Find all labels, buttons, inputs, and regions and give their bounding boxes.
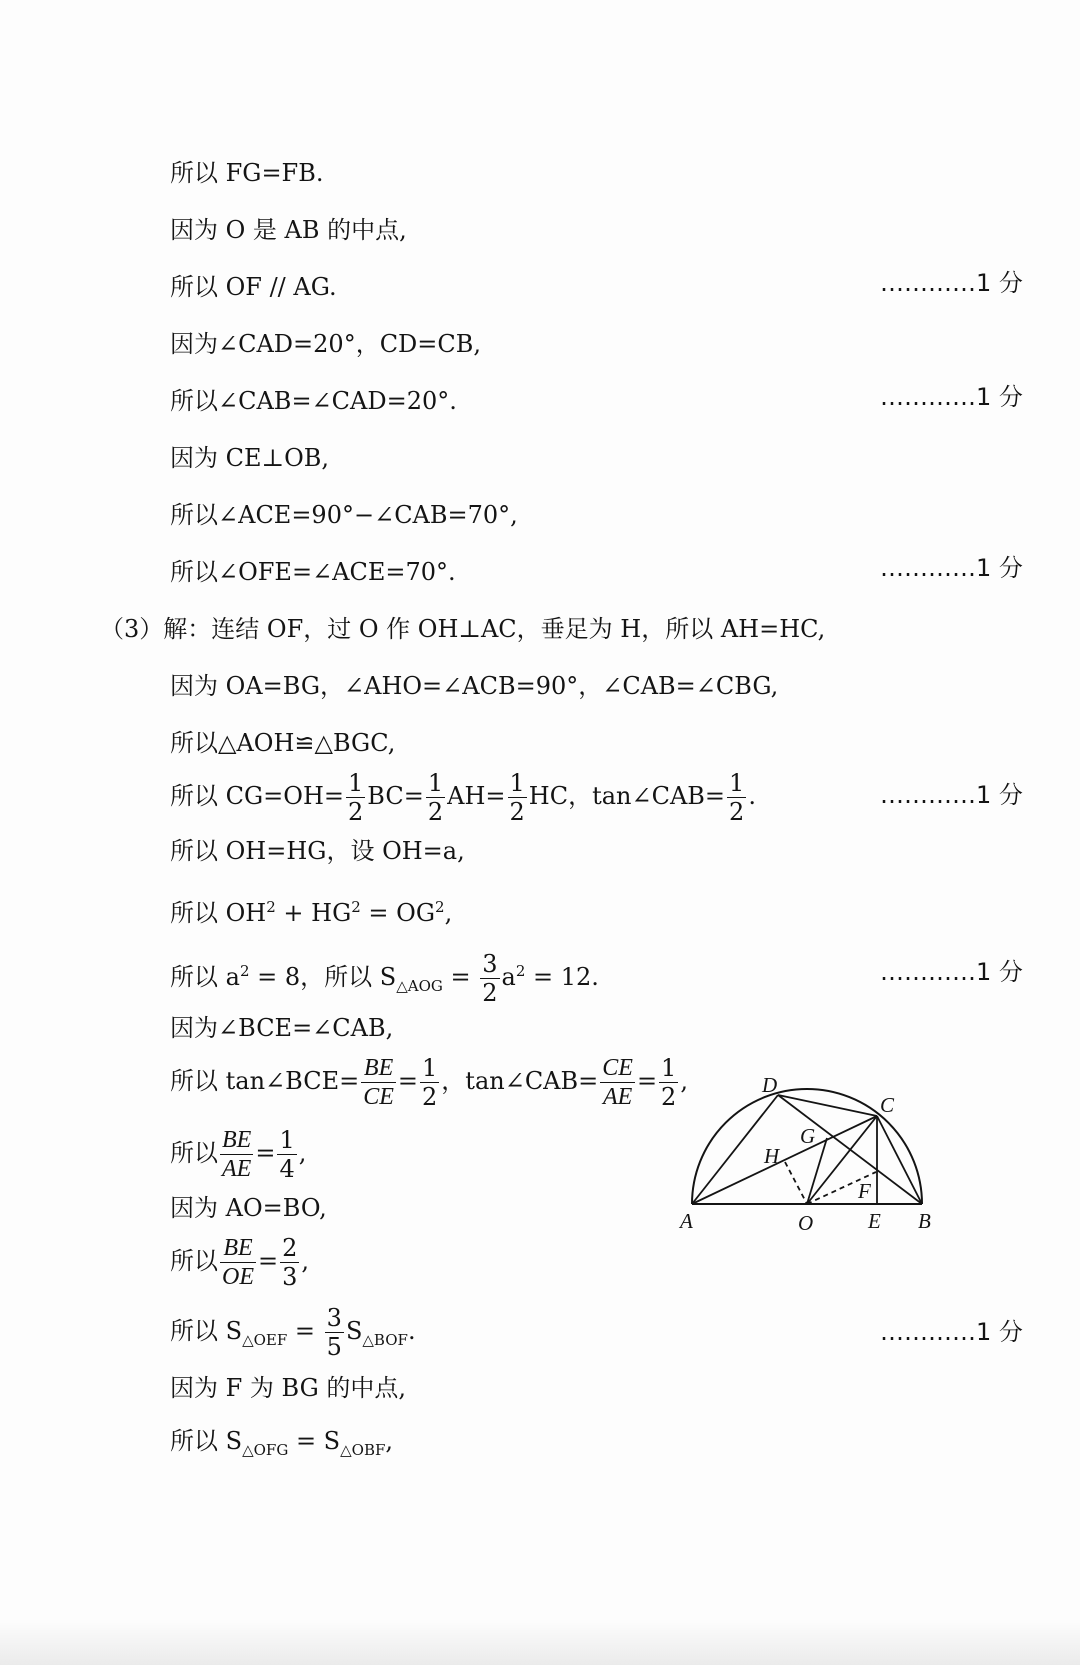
line-congruent: 所以△AOH≌△BGC,: [170, 729, 396, 757]
fraction: [346, 771, 365, 824]
text: 所以 CG=OH=: [170, 782, 344, 810]
score-mark: …………1 分: [880, 554, 1023, 582]
text: ，tan∠CAB=: [441, 1067, 599, 1095]
numerator: 3: [482, 950, 498, 978]
fraction: [420, 1056, 439, 1109]
label-o: O: [798, 1211, 814, 1235]
text: BC=: [367, 782, 424, 810]
subscript: △OFG: [242, 1440, 289, 1459]
text: 所以: [170, 1247, 218, 1275]
denominator: 2: [422, 1083, 438, 1111]
denominator: 2: [509, 798, 525, 826]
numerator: BE: [222, 1127, 252, 1153]
label-a: A: [680, 1209, 693, 1233]
numerator: 1: [661, 1054, 677, 1082]
line-area-aog: [170, 945, 599, 1012]
line-area-oef: [170, 1305, 416, 1366]
text: ,: [444, 899, 453, 927]
exponent: 2: [266, 898, 276, 916]
denominator: OE: [222, 1264, 254, 1290]
line-ce-perp-ob: 因为 CE⊥OB,: [170, 444, 330, 472]
line-angle-cad: 因为∠CAD=20°，CD=CB,: [170, 330, 482, 358]
subscript: △AOG: [396, 976, 443, 995]
page-bottom-shade: [0, 1619, 1080, 1665]
text: =: [255, 1139, 276, 1167]
score-mark: …………1 分: [880, 383, 1023, 411]
fraction: [325, 1306, 344, 1359]
fraction: [277, 1128, 296, 1181]
exponent: 2: [239, 962, 250, 980]
subscript: △BOF: [362, 1330, 408, 1349]
denominator: AE: [222, 1156, 252, 1182]
fraction: [659, 1056, 678, 1109]
line-tan-ratios: [170, 1055, 688, 1109]
score-mark: …………1 分: [880, 958, 1023, 986]
text: = OG: [360, 899, 436, 927]
line-angle-ofe: 所以∠OFE=∠ACE=70°.: [170, 558, 456, 586]
numerator: 2: [282, 1234, 298, 1262]
text: a: [501, 963, 516, 991]
segment-oh-dashed: [785, 1162, 807, 1204]
fraction: [508, 771, 527, 824]
numerator: 1: [279, 1126, 295, 1154]
text: 所以 S: [170, 1317, 243, 1345]
line-be-oe: [170, 1235, 309, 1289]
line-be-ae: [170, 1127, 306, 1181]
text: + HG: [275, 899, 352, 927]
numerator: CE: [602, 1055, 633, 1081]
text: =: [287, 1317, 323, 1345]
text: AH=: [447, 782, 506, 810]
label-h: H: [764, 1144, 780, 1168]
fraction: [220, 1128, 253, 1181]
text: .: [748, 782, 756, 810]
denominator: 2: [661, 1083, 677, 1111]
text: = 12.: [525, 963, 599, 991]
numerator: 1: [729, 769, 745, 797]
exponent: 2: [515, 962, 526, 980]
segment-cb: [877, 1116, 922, 1204]
fraction: [727, 771, 746, 824]
line-angle-cab: 所以∠CAB=∠CAD=20°.: [170, 387, 457, 415]
text: S: [345, 1317, 363, 1345]
label-e: E: [868, 1209, 881, 1233]
text: 所以 a: [170, 963, 240, 991]
score-mark: …………1 分: [880, 1318, 1023, 1346]
text: =: [258, 1247, 279, 1275]
line-of-parallel-ag: 所以 OF // AG.: [170, 273, 337, 301]
fraction: [220, 1236, 256, 1289]
line-cg-oh: [170, 770, 756, 824]
denominator: 5: [326, 1333, 342, 1361]
text: 所以 S: [170, 1427, 243, 1455]
exponent: 2: [351, 898, 361, 916]
text: 所以 OH: [170, 899, 267, 927]
label-f: F: [858, 1179, 871, 1203]
text: ,: [298, 1139, 307, 1167]
line-area-ofg: [170, 1426, 393, 1465]
text: = 8，所以 S: [249, 963, 397, 991]
text: ,: [301, 1247, 310, 1275]
text: ,: [680, 1067, 688, 1095]
text: =: [636, 1067, 658, 1095]
denominator: 2: [729, 798, 745, 826]
denominator: 2: [427, 798, 444, 826]
denominator: 4: [279, 1155, 295, 1183]
denominator: 2: [348, 798, 364, 826]
text: 所以 tan∠BCE=: [170, 1067, 360, 1095]
denominator: 2: [482, 979, 498, 1007]
text: =: [442, 963, 479, 991]
numerator: 1: [348, 769, 364, 797]
line-ao-bo: 因为 AO=BO,: [170, 1194, 327, 1222]
line-oa-bg: 因为 OA=BG，∠AHO=∠ACB=90°，∠CAB=∠CBG,: [170, 672, 779, 700]
numerator: BE: [361, 1056, 396, 1083]
numerator: BE: [220, 1236, 256, 1263]
numerator: 1: [422, 1054, 438, 1082]
numerator: 3: [326, 1304, 342, 1332]
line-part3-solution: （3）解：连结 OF，过 O 作 OH⊥AC，垂足为 H，所以 AH=HC,: [100, 615, 826, 643]
fraction: [600, 1056, 635, 1109]
line-angle-bce: 因为∠BCE=∠CAB,: [170, 1014, 394, 1042]
label-g: G: [800, 1124, 816, 1148]
label-c: C: [880, 1093, 895, 1117]
denominator: AE: [602, 1084, 633, 1110]
denominator: CE: [363, 1084, 394, 1110]
text: .: [407, 1317, 416, 1345]
line-oh-hg: 所以 OH=HG，设 OH=a,: [170, 837, 465, 865]
label-d: D: [762, 1073, 778, 1097]
text: =: [397, 1067, 419, 1095]
text: HC，tan∠CAB=: [528, 782, 726, 810]
line-pythagoras: [170, 892, 452, 928]
text: 所以: [170, 1139, 218, 1167]
fraction: [280, 1236, 299, 1289]
line-f-midpoint: 因为 F 为 BG 的中点,: [170, 1374, 407, 1402]
text: = S: [288, 1427, 341, 1455]
subscript: △OBF: [340, 1440, 386, 1459]
text: ,: [385, 1427, 394, 1455]
score-mark: …………1 分: [880, 781, 1023, 809]
geometry-diagram: [680, 1073, 950, 1240]
numerator: 1: [427, 769, 444, 797]
numerator: 1: [509, 769, 525, 797]
fraction: [426, 771, 445, 824]
fraction: [361, 1056, 396, 1109]
label-b: B: [918, 1209, 931, 1233]
line-o-midpoint: 因为 O 是 AB 的中点,: [170, 216, 407, 244]
denominator: 3: [282, 1263, 298, 1291]
subscript: △OEF: [242, 1330, 288, 1349]
line-fg-fb: 所以 FG=FB.: [170, 159, 324, 187]
score-mark: …………1 分: [880, 269, 1023, 297]
line-angle-ace: 所以∠ACE=90°−∠CAB=70°,: [170, 501, 518, 529]
fraction: [480, 952, 499, 1005]
exponent: 2: [435, 898, 445, 916]
